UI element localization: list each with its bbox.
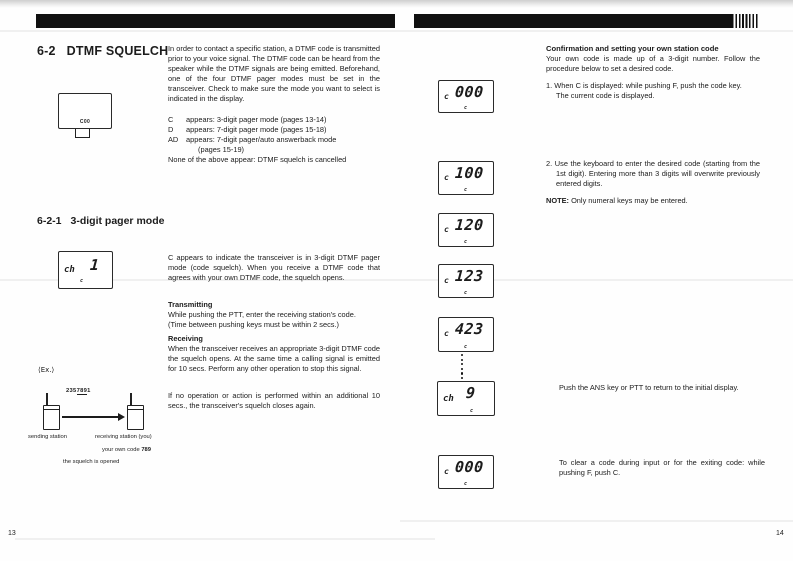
- clear-code-instruction: To clear a code during input or for the exiting code: while pushing F, push C.: [559, 458, 765, 477]
- step-text: When C is displayed: while pushing F, push the code key.: [554, 81, 742, 90]
- page-number-right: 14: [776, 530, 784, 537]
- left-page-header-bar: [36, 14, 395, 28]
- lcd-digits: 000: [454, 83, 485, 101]
- lcd-display-c423: [438, 317, 494, 352]
- mode-key: C: [168, 115, 174, 124]
- subsection-title: 3-digit pager mode: [70, 215, 165, 227]
- lcd-mode-text: C00: [79, 119, 91, 125]
- lcd-display-ch9: [437, 381, 495, 416]
- squelch-opened-label: the squelch is opened: [63, 459, 120, 465]
- mode-list-item: [168, 115, 382, 125]
- step-text: [546, 159, 760, 189]
- note-text: Only numeral keys may be entered.: [571, 196, 688, 205]
- transmitting-line: While pushing the PTT, enter the receiving station's code.: [168, 310, 356, 319]
- receiving-radio-icon: [127, 405, 144, 430]
- lcd-sub-indicator: c: [464, 105, 468, 111]
- code-suffix: 1: [87, 388, 91, 394]
- lcd-display-c100: [438, 161, 494, 195]
- example-label: ⟨Ex.⟩: [38, 366, 55, 374]
- dtmf-code-sent: [66, 388, 91, 394]
- lcd-digits: 100: [454, 164, 485, 182]
- lcd-prefix: c: [444, 276, 449, 285]
- lcd-sub-indicator: c: [80, 278, 84, 284]
- lcd-sub-indicator: c: [464, 187, 468, 193]
- lcd-display-mode-indicator: [58, 93, 112, 129]
- note-line: [546, 196, 688, 206]
- lcd-prefix: c: [444, 92, 449, 101]
- lcd-sub-indicator: c: [464, 344, 468, 350]
- sending-station-label: sending station: [28, 434, 67, 440]
- scan-artifact-line: [400, 520, 793, 522]
- mode-key: D: [168, 125, 174, 135]
- display-cursor-bracket-icon: [75, 129, 90, 138]
- lcd-digits: 123: [454, 267, 485, 285]
- lcd-display-c123: [438, 264, 494, 298]
- pager-mode-list: [168, 115, 382, 165]
- right-page-header-bar: [414, 14, 732, 28]
- lcd-display-ch1: [58, 251, 113, 289]
- lcd-display-c120: [438, 213, 494, 247]
- mode-desc: appears: 3-digit pager mode (pages 13-14): [186, 115, 327, 124]
- mode-desc: appears: 7-digit pager/auto answerback mode: [186, 135, 337, 145]
- sending-radio-icon: [43, 405, 60, 430]
- mode-desc: (pages 15-19): [198, 145, 245, 155]
- lcd-prefix: c: [444, 173, 449, 182]
- mode-list-item: [168, 125, 382, 135]
- lcd-prefix: c: [444, 467, 449, 476]
- arrow-head-icon: [118, 413, 125, 421]
- own-code-label: [102, 447, 151, 453]
- section-title: DTMF SQUELCH: [66, 44, 169, 58]
- page-number-left: 13: [8, 530, 16, 537]
- vertical-ellipsis-icon: [461, 354, 463, 379]
- step-text-continuation: The current code is displayed.: [556, 90, 655, 100]
- section-intro-paragraph: In order to contact a specific station, a DTMF code is transmitted prior to your voice signal. The DTMF code can be heard from the speaker while the DTMF signals are being emitted. Beforehand, one of the four DTMF pager modes must be set in the transceiver. Check to make sure the mode you want to select is indicated in the display.: [168, 44, 380, 103]
- step-body: Use the keyboard to enter the desired code (starting from the 1st digit). Entering more than 3 digits will overwrite previously entered digits.: [554, 159, 760, 188]
- step-number: 1.: [546, 81, 553, 90]
- mode-key: AD: [168, 135, 179, 145]
- pager-mode-paragraph: C appears to indicate the transceiver is in 3-digit DTMF pager mode (code squelch). When you receive a DTMF code that agrees with your own DTMF code, the squelch opens.: [168, 253, 380, 282]
- mode-list-item-continuation: [168, 145, 382, 155]
- step-number: 2.: [546, 159, 553, 168]
- lcd-digits: 423: [454, 320, 485, 338]
- code-underlined: 789: [76, 388, 88, 394]
- scan-artifact-line: [15, 538, 435, 540]
- lcd-digits: 000: [454, 458, 485, 476]
- subsection-heading: [37, 215, 164, 227]
- step-1: [546, 81, 742, 101]
- right-intro-paragraph: Your own code is made up of a 3-digit number. Follow the procedure below to set a desired code.: [546, 54, 760, 73]
- step-2: [546, 159, 760, 189]
- transmitting-line: (Time between pushing keys must be within 2 secs.): [168, 320, 340, 329]
- lcd-display-c000: [438, 80, 494, 113]
- lcd-digits: 9: [465, 384, 477, 402]
- arrow-icon: [62, 416, 118, 418]
- mode-list-note: None of the above appear: DTMF squelch is cancelled: [168, 155, 347, 165]
- subsection-number: 6-2-1: [37, 215, 62, 227]
- receiving-station-label: receiving station (you): [95, 434, 152, 440]
- mode-list-item: [168, 135, 382, 145]
- own-code-text: your own code: [102, 447, 140, 453]
- receiving-note-paragraph: If no operation or action is performed within an additional 10 secs., the transceiver's squelch closes again.: [168, 391, 380, 410]
- receiving-title: Receiving: [168, 334, 203, 343]
- lcd-prefix: c: [444, 225, 449, 234]
- lcd-display-c000-clear: [438, 455, 494, 489]
- lcd-sub-indicator: c: [470, 408, 474, 414]
- lcd-sub-indicator: c: [464, 481, 468, 487]
- right-heading: Confirmation and setting your own station code: [546, 44, 719, 53]
- lcd-prefix: ch: [64, 265, 75, 275]
- lcd-digits: 1: [89, 256, 101, 274]
- thumb-index-stripes: [732, 14, 758, 28]
- note-label: NOTE:: [546, 196, 569, 205]
- scan-artifact-line: [0, 30, 793, 32]
- lcd-prefix: c: [444, 329, 449, 338]
- scan-artifact-line: [0, 279, 793, 281]
- section-number: 6-2: [37, 44, 56, 58]
- lcd-digits: 120: [454, 216, 485, 234]
- code-prefix: 235: [66, 388, 77, 394]
- lcd-prefix: ch: [443, 394, 454, 404]
- transmitting-title: Transmitting: [168, 300, 213, 309]
- scan-edge-shadow: [0, 0, 793, 8]
- lcd-sub-indicator: c: [464, 239, 468, 245]
- section-heading: [37, 44, 168, 58]
- own-code-value: 789: [141, 447, 151, 453]
- mode-desc: appears: 7-digit pager mode (pages 15-18): [186, 125, 327, 135]
- lcd-sub-indicator: c: [464, 290, 468, 296]
- receiving-paragraph: When the transceiver receives an appropriate 3-digit DTMF code the squelch opens. At the same time a calling signal is emitted for 10 secs. Perform any other operation to stop this signal.: [168, 344, 380, 373]
- ans-instruction: Push the ANS key or PTT to return to the initial display.: [559, 383, 739, 392]
